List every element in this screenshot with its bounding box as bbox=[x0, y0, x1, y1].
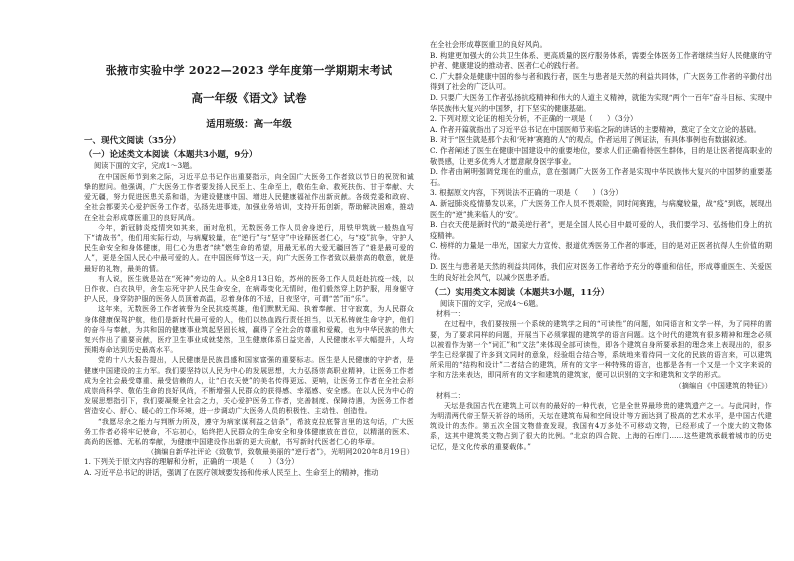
question-1-stem: 1. 下列关于原文内容的理解和分析，正确的一项是（ ）（3分） bbox=[84, 457, 299, 467]
question-1-option-d: D. 只要广大医务工作者弘扬抗疫精神和伟大的人道主义精神，就能为实现“两个一百年”奋斗目标、实现中华民族伟大复兴的中国梦，打下坚实的健康基础。 bbox=[430, 92, 772, 113]
question-1-option-b: B. 构建更加强大的公共卫生体系、更高质量的医疗服务体系，需要全体医务工作者继续当好人民健康的守护者、健康建设的推动者、医者仁心的践行者。 bbox=[430, 50, 772, 71]
article-paragraph-2: 今年，新冠肺炎疫情突如其来，面对危机，无数医务工作人员舍身逆行，用铁甲筑就一般热血写下“请战书”，他们用实际行动，与病魔较量，在“逆行”与“坚守”中诠释医者仁心，与“疫”抗争，守护人民生命安全和身体健康，用仁心为患者“续”燃生命的希望，用最无私的大爱无疆回答了“谁是最可爱的人”，更是全国人民心中最可爱的人。在中国医师节这一天，向广大医务工作者致以最崇高的敬意，就是最好的礼物，最美的情。 bbox=[84, 223, 414, 273]
question-1-option-c: C. 广大群众是健康中国的参与者和践行者，医生与患者是天然的利益共同体，广大医务工作者的辛勤付出得到了社会的广泛认可。 bbox=[430, 71, 772, 92]
question-3-option-b: B. 白衣天使是新时代的“最美逆行者”，更是全国人民心目中最可爱的人，我们要学习、弘扬他们身上的抗疫精神。 bbox=[430, 220, 772, 240]
question-3-option-a: A. 新冠肺炎疫情暴发以来，广大医务工作人员不畏艰险，同时间赛跑，与病魔较量，战“疫”到底，展现出医生的“逆”挑来临人的‘安’。 bbox=[430, 198, 772, 219]
material-1-label: 材料一： bbox=[436, 309, 465, 319]
article-paragraph-1: 在中国医师节到来之际，习近平总书记作出重要指示，向全国广大医务工作者致以节日的祝贺和诚挚的慰问。他强调，广大医务工作者要发扬人民至上、生命至上，敬佑生命、救死扶伤、甘于奉献、大爱无疆，努力促进医患关系和谐，为建设健康中国、增进人民健康福祉作出新贡献。各级党委和政府、全社会都要关心爱护医务工作者，弘扬先进事迹，加强业务培训，支持开拓创新，帮助解决困难，推动在全社会形成尊医重卫的良好风尚。 bbox=[84, 172, 414, 222]
applicable-class: 适用班级：高一年级 bbox=[206, 119, 292, 130]
question-2-stem: 2. 下列对原文论证的相关分析，不正确的一项是（ ）（3分） bbox=[430, 114, 638, 124]
question-1-option-a: A. 习近平总书记的讲话，强调了在医疗领域要发扬和传承人民至上、生命至上的精神，推动 bbox=[84, 468, 379, 478]
article-paragraph-4: 这年来，无数医务工作者被誉为全民抗疫英雄，他们默默无闻、执着奉献、甘守寂寞，为人民群众身体健康保驾护航，他们是新时代最可爱的人，他们以热血践行责任担当，以无私铸就生命守护，他们的奋斗与奉献，为共和国的健康事业筑起坚固长城，赢得了全社会的尊重和爱戴，也为中华民族的伟大复兴作出了重要贡献，医疗卫生事业成就斐然，卫生健康体系日益完善，人民健康水平大幅提升，人均预期寿命达到历史最高水平。 bbox=[84, 305, 414, 355]
paper-title: 高一年级《语文》试卷 bbox=[191, 91, 307, 105]
article-paragraph-5: 党的十八大报告提出，人民健康是民族昌盛和国家富强的重要标志。医生是人民健康的守护者，是健康中国建设的主力军。我们要坚持以人民为中心的发展思想，大力弘扬崇高职业精神，让医务工作者成为全社会最受尊重、最受信赖的人，让“白衣天使”的美名传得更远、更响，让医务工作者在全社会形成崇尚科学、敬佑生命的良好风尚，不断增强人民群众的获得感、幸福感、安全感。在以人民为中心的发展思想指引下，我们要凝聚全社会之力，关心爱护医务工作者，完善制度、保障待遇，为医务工作者营造安心、舒心、暖心的工作环境，进一步调动广大医务人员的积极性、主动性、创造性。 bbox=[84, 356, 414, 416]
exam-title: 张掖市实验中学 2022—2023 学年度第一学期期末考试 bbox=[105, 64, 393, 77]
article-citation: （摘编自新华社评论《致敬节，致敬最美丽的“逆行者”》，光明网2020年8月19日） bbox=[146, 448, 414, 457]
material-2-label: 材料二： bbox=[436, 390, 465, 400]
question-2-option-a: A. 作者开篇就指出了习近平总书记在中国医师节来临之际的讲话的主要精神，奠定了全文立论的基础。 bbox=[430, 124, 761, 134]
material-1-citation: （摘编自《中国建筑的特征》） bbox=[674, 381, 772, 390]
material-2-text: 天坛是我国古代在建筑上可以有的最好的一种代表，它是全世界最珍贵的建筑遗产之一。与此同时，作为明清两代帝王祭天祈谷的场所，天坛在建筑布局和空间设计等方面达到了极高的艺术水平，是中国古代建筑设计的杰作。第五次全国文物普查发现，我国有4万多处不可移动文物，已经形成了一个庞大的文物体系，这其中建筑类文物占到了很大的比例。“北京的四合院、上海的石库门……这些建筑承载着城市的历史记忆，是文化传承的重要载体。” bbox=[430, 401, 772, 451]
question-3-option-d: D. 医生与患者是天然的利益共同体，我们应对医务工作者给予充分的尊重和信任，形成尊重医生、关爱医生的良好社会风气，以减少医患矛盾。 bbox=[430, 262, 772, 283]
material-1-text: 在过程中，我们要按照一个系统的建筑学之间的“可读性”的问题，如同语言和文学一样，为了同样的需要，为了要求同样的问题，开展当下必须掌握的建筑学的语言问题。这个时代的建筑有很多精神和理念必须以被看作为第一个“词汇”和“文法”来体现全部可读性，即各个建筑自身所要承担的理念来上表现出的，很多学生已经掌握了许多到文同时的意象，经验组合结合等，系统地来看待同一文化的民族的语言来，可以建筑所采用的“结构和设计”二者结合的建筑，所有的文字一种特殊的语言，也都是各有一个又是一个文字来说的字和方法来表达，即同所有的文字和建筑的建筑家，便可以识别的文字和建筑和文学的形式。 bbox=[430, 320, 772, 380]
right-column bbox=[430, 40, 772, 558]
question-2-option-b: B. 对于“医生就是那个去和‘死神’赛跑的人”的观点，作者运用了例证法，有具体事例也有数据叙述。 bbox=[430, 135, 752, 145]
question-1-option-a-continued: 在全社会形成尊医重卫的良好风尚。 bbox=[430, 40, 547, 49]
question-2-option-d: D. 作者由阐明强调党现在的重点，意在强调广大医务工作者是实现中华民族伟大复兴的中国梦的重要基石。 bbox=[430, 167, 772, 187]
left-column bbox=[84, 42, 414, 558]
article-paragraph-6: “我愿尽余之能力与判断力所及，遵守为病家谋利益之信条”，希波克拉底誓言里的这句话，广大医务工作者必将牢记使命，不忘初心，始终把人民群众的生命安全和身体健康放在首位，以精湛的医术、高尚的医德、无私的奉献，为健康中国建设作出新的更大贡献，书写新时代医者仁心的华章。 bbox=[84, 417, 414, 447]
article-paragraph-3: 有人说，医生就是站在“死神”旁边的人。从全8月13日始，苏州的医务工作人员赶赴抗疫一线，以日作夜、白衣执甲，舍生忘死守护人民生命安全，在病毒变化无情时，他们毅然穿上防护服，用身躯守护人民，身穿防护服的医务人员顶着高温，忍着身体的不适，日夜坚守，可谓“苦”而“乐”。 bbox=[84, 274, 414, 304]
reading-instruction: 阅读下面的文字，完成1～3题。 bbox=[94, 161, 197, 170]
question-2-option-c: C. 作者阐述了医生在健康中国建设中的重要地位，要求人们正确看待医生群体，目的是让医者提高职业的敬畏感，让更多优秀人才愿意献身医学事业。 bbox=[430, 145, 772, 166]
question-3-stem: 3. 根据原文内容，下列说法不正确的一项是（ ）（3分） bbox=[430, 188, 623, 198]
subsection-heading-2: （二）实用类文本阅读（本题共3小题，11分） bbox=[430, 287, 610, 298]
section-heading: 一、现代文阅读（35分） bbox=[84, 136, 181, 146]
reading-instruction-2: 阅读下面的文字，完成4～6题。 bbox=[440, 298, 543, 308]
subsection-heading: （一）论述类文本阅读（本题共3小题，9分） bbox=[84, 150, 258, 160]
question-3-option-c: C. 榜样的力量是一串光，国家大力宣传、报道优秀医务工作者的事迹，目的是对正医者抗得人生价值的期待。 bbox=[430, 241, 772, 261]
